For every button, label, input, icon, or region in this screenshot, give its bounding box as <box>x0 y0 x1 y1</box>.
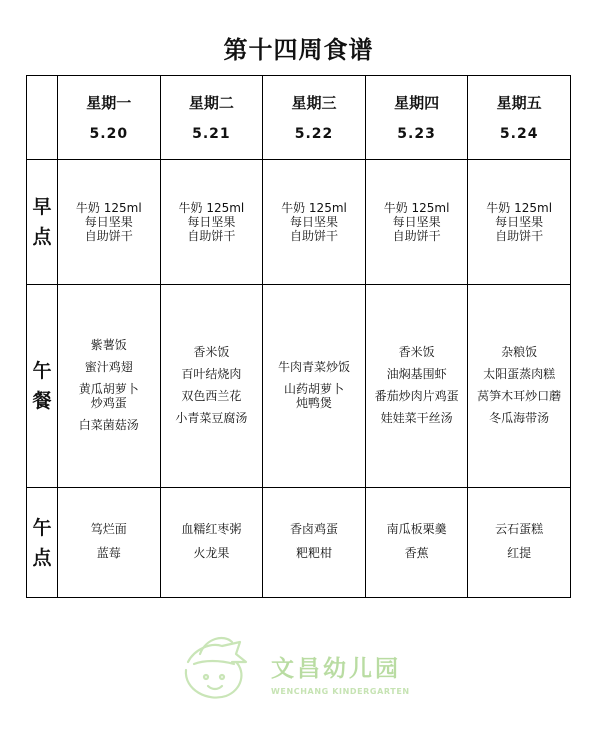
breakfast-cell <box>468 160 571 285</box>
menu-item: 牛肉青菜炒饭 <box>277 359 350 374</box>
label-char: 点 <box>32 546 52 569</box>
menu-item: 娃娃菜干丝汤 <box>380 410 453 425</box>
label-char: 午 <box>32 516 52 539</box>
menu-item: 每日坚果 <box>289 215 338 229</box>
menu-item: 血糯红枣粥 <box>181 521 242 536</box>
label-char: 早 <box>32 196 52 218</box>
menu-item: 小青菜豆腐汤 <box>175 410 248 425</box>
menu-item: 笃烂面 <box>90 521 127 536</box>
menu-item: 火龙果 <box>193 545 230 560</box>
menu-item: 牛奶 125ml <box>178 201 245 215</box>
menu-item: 每日坚果 <box>187 215 236 229</box>
snack-cell <box>263 488 366 598</box>
breakfast-cell <box>58 160 161 285</box>
snack-cell <box>58 488 161 598</box>
menu-item: 香蕉 <box>404 545 429 560</box>
day-name: 星期三 <box>291 93 337 112</box>
menu-item: 杂粮饭 <box>501 344 538 359</box>
lunch-cell <box>160 285 263 488</box>
corner-cell <box>27 76 58 160</box>
menu-item: 香米饭 <box>193 344 230 359</box>
menu-item: 牛奶 125ml <box>486 201 553 215</box>
label-char: 午 <box>32 360 52 382</box>
menu-item: 黄瓜胡萝卜 炒鸡蛋 <box>78 381 139 410</box>
menu-item: 粑粑柑 <box>295 545 332 560</box>
menu-item: 自助饼干 <box>289 229 338 243</box>
label-char: 点 <box>32 226 52 248</box>
menu-item: 香米饭 <box>398 344 435 359</box>
day-header-thu <box>365 76 468 160</box>
menu-item: 冬瓜海带汤 <box>489 410 550 425</box>
menu-item: 牛奶 125ml <box>383 201 450 215</box>
breakfast-cell <box>263 160 366 285</box>
menu-item: 自助饼干 <box>84 229 133 243</box>
header-row <box>27 76 571 160</box>
menu-item: 山药胡萝卜 炖鸭煲 <box>283 381 344 410</box>
menu-item: 云石蛋糕 <box>495 521 544 536</box>
menu-item: 油焖基围虾 <box>386 366 447 381</box>
snack-cell <box>160 488 263 598</box>
logo-subtitle: WENCHANG KINDERGARTEN <box>271 687 410 696</box>
menu-item: 太阳蛋蒸肉糕 <box>483 366 556 381</box>
day-date: 5.22 <box>294 125 334 142</box>
menu-item: 蜜汁鸡翅 <box>84 359 133 374</box>
day-name: 星期五 <box>496 93 542 112</box>
day-date: 5.24 <box>499 125 539 142</box>
menu-item: 莴笋木耳炒口蘑 <box>477 388 562 403</box>
day-date: 5.20 <box>89 125 129 142</box>
day-header-fri <box>468 76 571 160</box>
snack-cell <box>365 488 468 598</box>
menu-item: 每日坚果 <box>84 215 133 229</box>
meal-label-lunch <box>27 285 58 488</box>
menu-item: 香卤鸡蛋 <box>289 521 338 536</box>
snack-row <box>27 488 571 598</box>
meal-label-breakfast <box>27 160 58 285</box>
weekly-menu-table <box>26 75 571 598</box>
lunch-cell <box>468 285 571 488</box>
menu-item: 自助饼干 <box>495 229 544 243</box>
meal-label-snack <box>27 488 58 598</box>
day-date: 5.21 <box>192 125 231 142</box>
logo-name: 文昌幼儿园 <box>271 656 401 682</box>
lunch-cell <box>58 285 161 488</box>
menu-item: 紫薯饭 <box>90 337 127 352</box>
menu-item: 牛奶 125ml <box>281 201 347 215</box>
lunch-cell <box>365 285 468 488</box>
day-name: 星期四 <box>394 93 440 112</box>
day-date: 5.23 <box>397 125 436 142</box>
menu-item: 每日坚果 <box>392 215 441 229</box>
label-char: 餐 <box>32 390 52 412</box>
menu-item: 蓝莓 <box>96 545 121 560</box>
menu-item: 每日坚果 <box>495 215 544 229</box>
day-header-wed <box>263 76 366 160</box>
menu-item: 双色西兰花 <box>181 388 242 403</box>
lunch-row <box>27 285 571 488</box>
menu-item: 百叶结烧肉 <box>181 366 242 381</box>
breakfast-cell <box>365 160 468 285</box>
page-title: 第十四周食谱 <box>223 36 374 64</box>
day-header-mon <box>58 76 161 160</box>
menu-item: 南瓜板栗羹 <box>386 521 447 536</box>
lunch-cell <box>263 285 366 488</box>
menu-item: 自助饼干 <box>392 229 441 243</box>
breakfast-cell <box>160 160 263 285</box>
breakfast-row <box>27 160 571 285</box>
day-name: 星期一 <box>86 93 132 112</box>
day-name: 星期二 <box>188 93 234 112</box>
menu-item: 自助饼干 <box>187 229 236 243</box>
menu-item: 牛奶 125ml <box>75 201 142 215</box>
menu-item: 白菜菌菇汤 <box>78 417 139 432</box>
menu-item: 红提 <box>507 545 532 560</box>
menu-item: 番茄炒肉片鸡蛋 <box>374 388 459 403</box>
snack-cell <box>468 488 571 598</box>
day-header-tue <box>160 76 263 160</box>
